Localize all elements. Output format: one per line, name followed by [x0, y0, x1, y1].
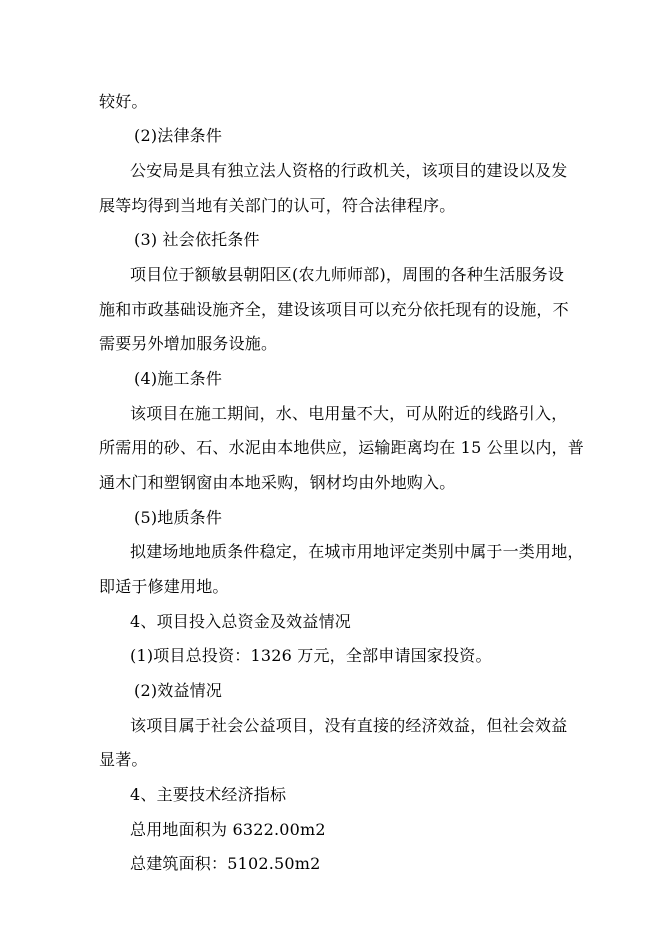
paragraph-line: 项目位于额敏县朝阳区(农九师师部)，周围的各种生活服务设	[130, 265, 565, 284]
total-building-area: 总建筑面积：5102.50m2	[130, 854, 321, 873]
investment-total: (1)项目总投资：1326 万元，全部申请国家投资。	[130, 646, 492, 665]
paragraph-continuation: 较好。	[99, 92, 148, 111]
paragraph-line: 该项目属于社会公益项目，没有直接的经济效益，但社会效益	[130, 716, 568, 735]
total-land-area: 总用地面积为 6322.00m2	[130, 820, 326, 839]
paragraph-line: 需要另外增加服务设施。	[99, 334, 278, 353]
section-heading-social: (3) 社会依托条件	[134, 230, 260, 249]
paragraph-line: 拟建场地地质条件稳定，在城市用地评定类别中属于一类用地，	[130, 542, 584, 561]
paragraph-line: 展等均得到当地有关部门的认可，符合法律程序。	[99, 196, 456, 215]
paragraph-line: 所需用的砂、石、水泥由本地供应，运输距离均在 15 公里以内，普	[99, 438, 584, 457]
section-heading-indicators: 4、主要技术经济指标	[130, 785, 287, 804]
paragraph-line: 即适于修建用地。	[99, 577, 229, 596]
section-heading-investment: 4、项目投入总资金及效益情况	[130, 612, 351, 631]
paragraph-line: 该项目在施工期间，水、电用量不大，可从附近的线路引入，	[130, 404, 568, 423]
section-heading-geology: (5)地质条件	[134, 508, 223, 527]
paragraph-line: 公安局是具有独立法人资格的行政机关，该项目的建设以及发	[130, 161, 568, 180]
paragraph-line: 显著。	[99, 750, 148, 769]
section-heading-construction: (4)施工条件	[134, 369, 223, 388]
paragraph-line: 通木门和塑钢窗由本地采购，钢材均由外地购入。	[99, 473, 456, 492]
section-heading-legal: (2)法律条件	[134, 126, 223, 145]
paragraph-line: 施和市政基础设施齐全，建设该项目可以充分依托现有的设施，不	[99, 300, 569, 319]
section-heading-benefits: (2)效益情况	[134, 681, 223, 700]
